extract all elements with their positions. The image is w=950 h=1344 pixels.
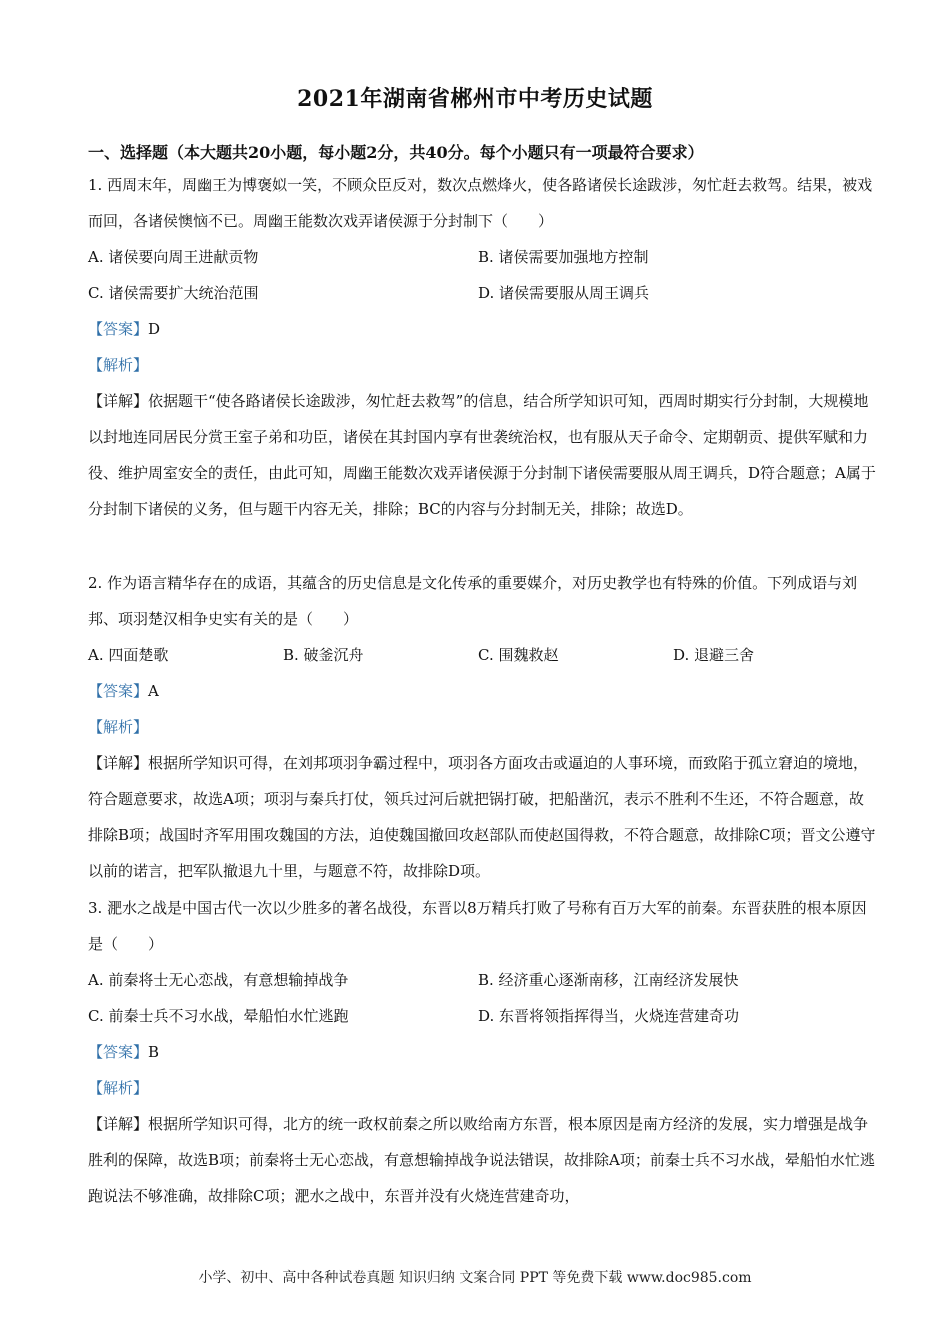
options-row — [88, 239, 878, 275]
detail-tag: 【详解】 — [88, 1115, 149, 1133]
option-b: B. 破釜沉舟 — [283, 646, 364, 664]
answer-line — [88, 1034, 878, 1070]
option-d: D. 退避三舍 — [673, 646, 755, 664]
option-d: D. 东晋将领指挥得当，火烧连营建奇功 — [478, 1007, 740, 1025]
option-a: A. 前秦将士无心恋战，有意想输掉战争 — [88, 971, 349, 989]
page-title: 2021年湖南省郴州市中考历史试题 — [297, 86, 653, 112]
option-c: C. 诸侯需要扩大统治范围 — [88, 284, 259, 302]
options-row — [88, 637, 878, 673]
options-row — [88, 275, 878, 311]
option-c: C. 围魏救赵 — [478, 646, 559, 664]
options-row — [88, 998, 878, 1034]
option-a: A. 四面楚歌 — [88, 646, 169, 664]
question-stem: 1. 西周末年，周幽王为博褒姒一笑，不顾众臣反对，数次点燃烽火，使各路诸侯长途跋涉，匆忙赶去救驾。结果，被戏而回，各诸侯懊恼不已。周幽王能数次戏弄诸侯源于分封制下（ ） — [88, 176, 873, 230]
options-row — [88, 962, 878, 998]
option-d: D. 诸侯需要服从周王调兵 — [478, 284, 650, 302]
detail-tag: 【详解】 — [88, 392, 149, 410]
option-c: C. 前秦士兵不习水战，晕船怕水忙逃跑 — [88, 1007, 349, 1025]
question-stem: 2. 作为语言精华存在的成语，其蕴含的历史信息是文化传承的重要媒介，对历史教学也有特殊的价值。下列成语与刘邦、项羽楚汉相争史实有关的是（ ） — [88, 574, 858, 628]
analysis-tag: 【解析】 — [88, 1079, 149, 1097]
detail-paragraph — [88, 1106, 878, 1214]
question-1 — [88, 167, 878, 527]
option-b: B. 经济重心逐渐南移，江南经济发展快 — [478, 971, 739, 989]
answer-value: D — [148, 320, 161, 338]
answer-tag: 【答案】 — [88, 682, 149, 700]
analysis-tag: 【解析】 — [88, 718, 149, 736]
question-2 — [88, 565, 878, 889]
answer-line — [88, 673, 878, 709]
answer-value: A — [148, 682, 159, 700]
answer-value: B — [148, 1043, 160, 1061]
page-footer: 小学、初中、高中各种试卷真题 知识归纳 文案合同 PPT 等免费下载 www.doc985.com — [198, 1270, 752, 1286]
section-heading: 一、选择题（本大题共20小题，每小题2分，共40分。每个小题只有一项最符合要求） — [88, 143, 704, 162]
analysis-tag: 【解析】 — [88, 356, 149, 374]
detail-text: 根据所学知识可得，北方的统一政权前秦之所以败给南方东晋，根本原因是南方经济的发展，实力增强是战争胜利的保障，故选B项；前秦将士无心恋战，有意想输掉战争说法错误，故排除A项；前秦士兵不习水战，晕船怕水忙逃跑说法不够准确，故排除C项；淝水之战中，东晋并没有火烧连营建奇功， — [88, 1115, 875, 1205]
detail-paragraph — [88, 745, 878, 889]
answer-line — [88, 311, 878, 347]
question-3 — [88, 890, 878, 1214]
detail-tag: 【详解】 — [88, 754, 149, 772]
detail-paragraph — [88, 383, 878, 527]
question-stem: 3. 淝水之战是中国古代一次以少胜多的著名战役，东晋以8万精兵打败了号称有百万大军的前秦。东晋获胜的根本原因是（ ） — [88, 899, 867, 953]
option-b: B. 诸侯需要加强地方控制 — [478, 248, 649, 266]
answer-tag: 【答案】 — [88, 1043, 149, 1061]
detail-text: 依据题干“使各路诸侯长途跋涉，匆忙赶去救驾”的信息，结合所学知识可知，西周时期实行分封制，大规模地以封地连同居民分赏王室子弟和功臣，诸侯在其封国内享有世袭统治权，也有服从天子命令、定期朝贡、提供军赋和力役、维护周室安全的责任，由此可知，周幽王能数次戏弄诸侯源于分封制下诸侯需要服从周王调兵，D符合题意；A属于分封制下诸侯的义务，但与题干内容无关，排除；BC的内容与分封制无关，排除；故选D。 — [88, 392, 876, 518]
option-a: A. 诸侯要向周王进献贡物 — [88, 248, 259, 266]
answer-tag: 【答案】 — [88, 320, 149, 338]
detail-text: 根据所学知识可得，在刘邦项羽争霸过程中，项羽各方面攻击或逼迫的人事环境，而致陷于孤立窘迫的境地，符合题意要求，故选A项；项羽与秦兵打仗，领兵过河后就把锅打破，把船凿沉，表示不胜利不生还，不符合题意，故排除B项；战国时齐军用围攻魏国的方法，迫使魏国撤回攻赵部队而使赵国得救，不符合题意，故排除C项；晋文公遵守以前的诺言，把军队撤退九十里，与题意不符，故排除D项。 — [88, 754, 876, 880]
